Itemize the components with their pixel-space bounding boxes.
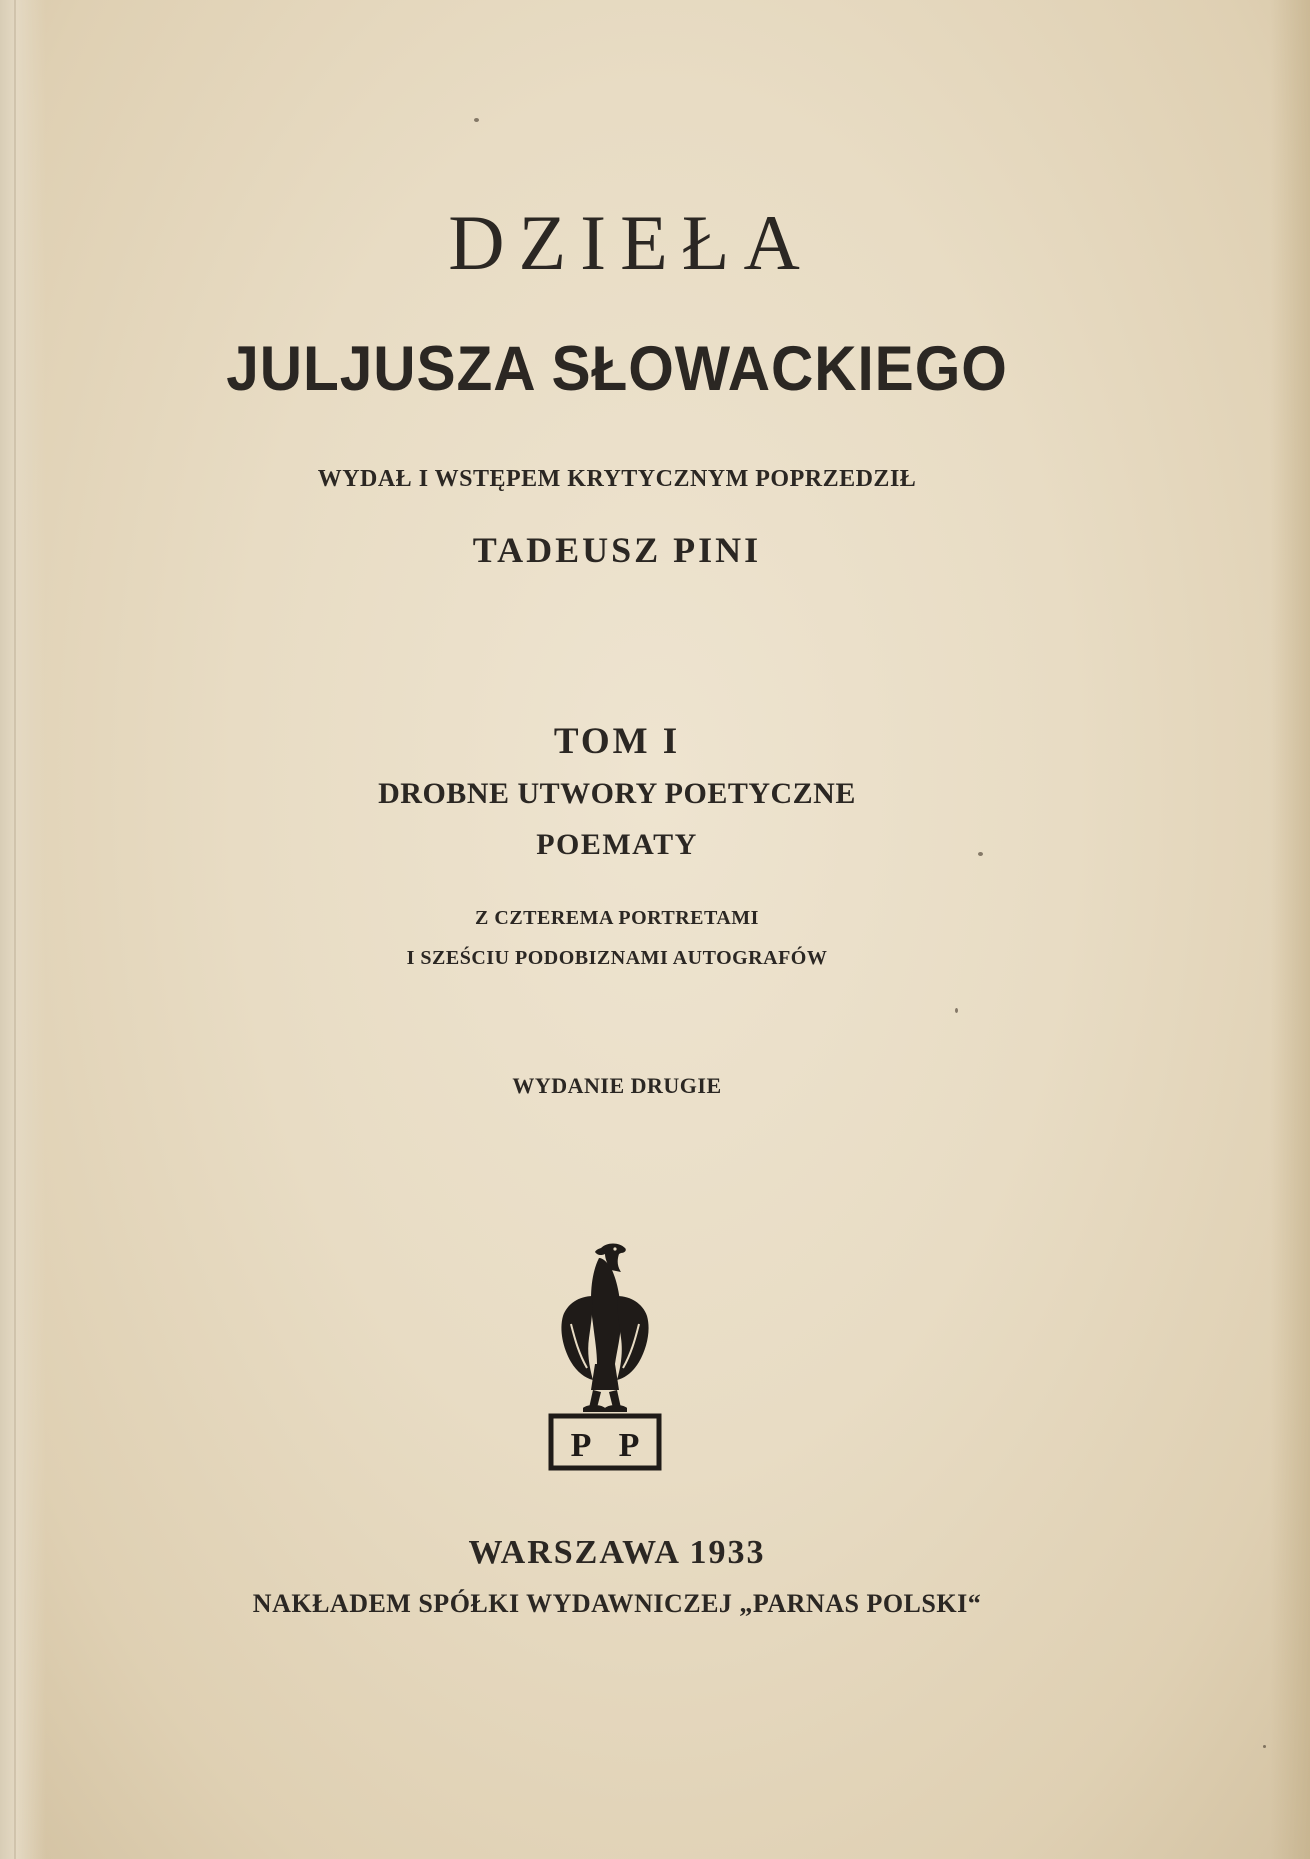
volume-contents-line: POEMATY [536,828,698,861]
illustrations-note-line: Z CZTEREMA PORTRETAMI [475,907,759,929]
paper-speck [474,118,479,122]
eagle-icon [535,1240,675,1475]
paper-speck [1263,1745,1266,1748]
book-title: DZIEŁA [448,199,814,286]
volume-number: TOM I [553,721,681,762]
imprint-publisher: NAKŁADEM SPÓŁKI WYDAWNICZEJ „PARNAS POLSKI“ [252,1589,982,1618]
publisher-mark [535,1240,675,1475]
illustrations-note-line: I SZEŚCIU PODOBIZNAMI AUTOGRAFÓW [406,947,828,969]
volume-contents-line: DROBNE UTWORY POETYCZNE [378,777,856,810]
imprint-place-year: WARSZAWA 1933 [468,1534,766,1571]
page-edge-shading [1270,0,1310,1859]
editor-credit: WYDAŁ I WSTĘPEM KRYTYCZNYM POPRZEDZIŁ [317,466,917,492]
paper-speck [955,1008,958,1013]
publisher-mark-letter: P [570,1427,592,1464]
editor-name: TADEUSZ PINI [472,530,762,570]
author-name: JULJUSZA SŁOWACKIEGO [226,334,1008,404]
publisher-mark-letter: P [618,1427,640,1464]
edition-statement: WYDANIE DRUGIE [512,1073,722,1098]
